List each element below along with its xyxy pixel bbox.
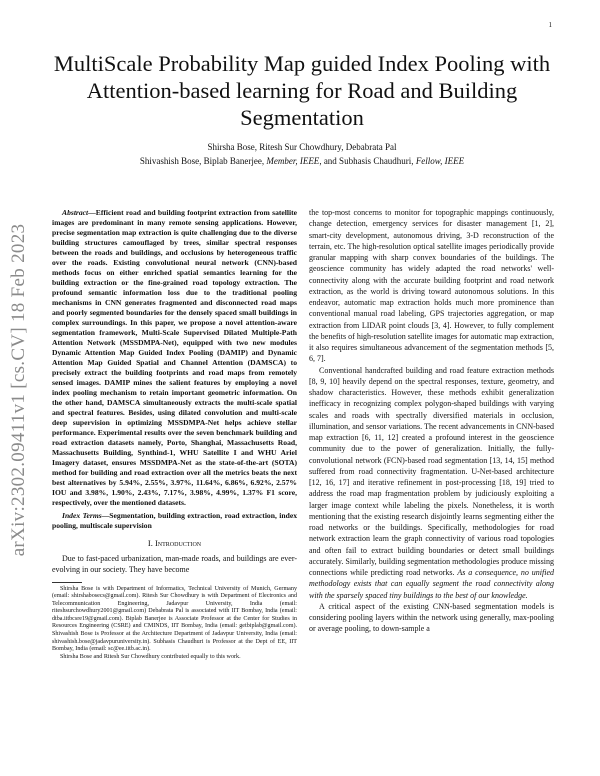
body-paragraph-2-text: Conventional handcrafted building and road feature extraction methods [8, 9, 10] heavily depend on the spectral responses, texture, geometry, and shadow characteristics. However, these methods exhibit generalization inefficacy in recognizing complex polygon-shaped buildings with varying scales and roads with spectrally diversified materials in occlusion, illumination, and sensor variations. The recent advancements in CNN-based map extraction [6, 11, 12] created a profound interest in the geoscience community due to the power of generalization. Initially, the fully-convolutional network (FCN)-based road segmentation [13, 14, 15] method suffered from road connectivity fragmentation. U-Net-based architecture [12, 16, 17] and iterative refinement in post-processing [18, 19] tried to address the road map fragmentation problem by judiciously exploiting a larger image context while labeling the pixels. Nonetheless, it is worth mentioning that the existing research disjointly learns segmenting either the road networks or the buildings. Specifically, methodologies for road network extraction learn the graph connectivity of various road topologies and often fail to extract building boundaries or detect small buildings accurately. Similarly, building segmentation methodologies produce missing connections while predicting road networks.: [309, 365, 554, 577]
arxiv-sidebar-stamp: [4, 200, 34, 580]
index-terms: [52, 511, 297, 531]
left-column: [52, 208, 297, 661]
index-terms-text: —Segmentation, building extraction, road extraction, index pooling, multiscale supervision: [52, 511, 298, 530]
right-column: [309, 207, 554, 635]
body-paragraph-2-italic: As a consequence, no unified methodology exists that can equally segment the road connectivity along with the sparsely spaced tiny buildings to the best of our knowledge.: [309, 568, 554, 600]
body-paragraph-3: A critical aspect of the existing CNN-based segmentation models is considering pooling layers within the network using generally, max-pooling or average pooling, to down-sample a: [309, 601, 554, 634]
author-block: [40, 140, 564, 168]
paper-title: MultiScale Probability Map guided Index Pooling with Attention-based learning for Road and Building Segmentation: [53, 51, 551, 130]
abstract: [52, 208, 297, 508]
footnote-affiliations: Shirsha Bose is with Department of Informatics, Technical University of Munich, Germany (email: shirshabosecs@gmail.com). Ritesh Sur Chowdhury is with Department of Electronics and Telecommunication Engineering, Jadavpur University, India (email: riteshsurchowdhury2001@gmail.com) Debabrata Pal is associated with IIT Bombay, India (email: dtba.iitbcsre19@gmail.com). Biplab Banerjee is Associate Professor at the Center for Studies in Resources Engineering (CSRE) and CMINDS, IIT Bombay, India (email: getbiplab@gmail.com). Shivashish Bose is Professor at the Architecture Department of Jadavpur University, India (email: shivashish.bose@jadavpuruniversity.in). Subhasis Chaudhuri is Professor at the Dept of EE, IIT Bombay, India (email: sc@ee.iitb.ac.in).: [52, 585, 297, 653]
author-line-1: Shirsha Bose, Ritesh Sur Chowdhury, Debabrata Pal: [207, 142, 397, 152]
author-line-2: [40, 154, 564, 168]
page-number: 1: [548, 21, 552, 29]
member-ieee: Member, IEEE: [266, 156, 320, 166]
body-paragraph-1: the top-most concerns to monitor for topographic mappings continuously, change detection, emergency services for disaster management [1, 2], smart-city development, autonomous driving, 3-D reconstruction of the terrain, etc. The high-resolution optical satellite images periodically provide granular mapping with sharp convex boundaries of the buildings. The geoscience community has widely adapted the road networks' well-connectivity along with the accurate building footprint and road network extraction, as the world is driving toward autonomous solutions. In this endeavor, automatic map extraction holds much more prominence than conventional manual road labeling, GPS trajectories aggregation, or map extraction from LIDAR point clouds [3, 4]. However, to fully complement the benefits of high-resolution satellite images for automatic map extraction, it also requires simultaneous advancement of the segmentation methods [5, 6, 7].: [309, 208, 554, 364]
arxiv-id: arXiv:2302.09411v1 [cs.CV] 18 Feb 2023: [8, 223, 29, 557]
abstract-text: —Efficient road and building footprint extraction from satellite images are predominant in many remote sensing applications. However, precise segmentation map extraction is quite challenging due to the diverse building structures camouflaged by trees, similar spectral responses between the roads and buildings, and occlusions by heterogeneous traffic over the roads. Existing convolutional neural network (CNN)-based methods focus on either enriched spatial semantics learning for the building extraction or the fine-grained road topology extraction. The profound semantic information loss due to the traditional pooling mechanisms in CNN generates fragmented and disconnected road maps and poorly segmented boundaries for the densely spaced small buildings in complex surroundings. In this paper, we propose a novel attention-aware segmentation framework, Multi-Scale Supervised Dilated Multiple-Path Attention Network (MSSDMPA-Net), equipped with two new modules Dynamic Attention Map Guided Index Pooling (DAMIP) and Dynamic Attention Map Guided Spatial and Channel Attention (DAMSCA) to precisely extract the building footprints and road maps from remotely sensed images. DAMIP mines the salient features by employing a novel index pooling mechanism to retain important geometric information. On the other hand, DAMSCA simultaneously extracts the multi-scale spatial and spectral features. Besides, using dilated convolution and multi-scale deep supervision in optimizing MSSDMPA-Net helps achieve stellar performance. Experimental results over the seven benchmark building and road extraction datasets namely, Porto, Shanghai, Massachusetts Road, Massachusetts Building, Synthind-1, WHU Satellite I and WHU Ariel Imagery dataset, ensures MSSDMPA-Net as the state-of-the-art (SOTA) method for building and road extraction over all the metrics beats the next best alternatives by 5.94%, 2.55%, 3.97%, 11.64%, 6.86%, 6.92%, 2.57% IOU and 3.98%, 1.90%, 2.43%, 7.17%, 3.98%, 4.99%, 1.37% F1 score, respectively, over the mentioned datasets.: [52, 208, 297, 507]
footnote-rule: [52, 582, 82, 583]
abstract-label: Abstract: [62, 208, 89, 217]
author-names: Shivashish Bose, Biplab Banerjee,: [139, 156, 267, 166]
section-heading: I. Introduction: [147, 538, 202, 548]
body-paragraph-2: [309, 365, 554, 601]
author-names-2: , and Subhasis Chaudhuri,: [319, 156, 416, 166]
fellow-ieee: Fellow, IEEE: [415, 156, 465, 166]
intro-paragraph: Due to fast-paced urbanization, man-made roads, and buildings are ever-evolving in our society. They have become: [52, 553, 297, 574]
index-terms-label: Index Terms: [62, 511, 102, 520]
footnote-equal-contribution: Shirsha Bose and Ritesh Sur Chowdhury contributed equally to this work.: [60, 653, 241, 660]
